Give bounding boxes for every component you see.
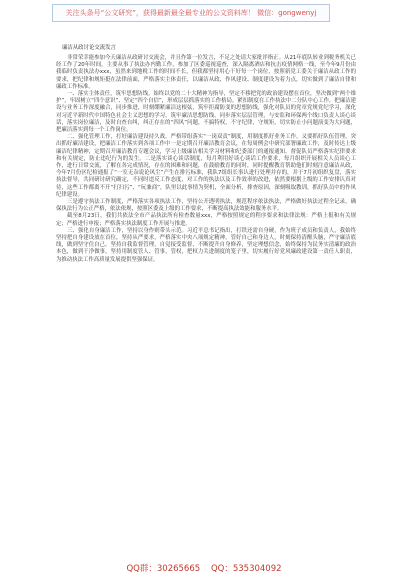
document-body [56, 44, 356, 544]
contact-footer [0, 562, 408, 574]
document-title: 廉洁从政讨论交流发言 [62, 45, 116, 51]
promo-banner-text: 关注头条号“公文研究”，获得最新最全最专业的公文资料库！ 微信：gongwenyj [65, 9, 317, 17]
promo-banner [52, 4, 330, 22]
paragraph-section-3: 三、强化自身廉洁工作，坚持以身作则带头示范。习近平总书记指出，打铁还需自身硬，作为班子成员和负责人，我始终坚持把自身建设放在首位，坚持从严要求，严格落实中央八项规定精神，管好自己和身边人，时刻保持清醒头脑，严守廉洁底线，做到坚守住自己。坚持自我监督管理，自觉接受监督，不断提升自身修养，坚定理想信念，始终保持为民务实清廉的政治本色，做到干净做事，坚持用制度管人、管事、管权，把权力关进制度的笼子里，切实履行好党风廉政建设第一责任人职责，为推动执法工作高质量发展提供坚强保证。 [56, 227, 356, 263]
qq-number: 535304092 [232, 564, 282, 574]
paragraph-intro: 非常荣幸能参加今天廉洁从政研讨交流会，并且作第一位发言，不足之处请大家批评指正。从21年底队转业到税务机关已经工作了20年时间，主要从事了执法办内勤工作，参加了区委巡视巡查，深入隔离酒店和抗击疫情网格一线，至今年9月份由我临时负责执法办xxx，虽然来到地税工作的时间不长，但我都坚持用心干好每一个岗位，按照新党工委关于廉洁从政工作的要求，把纪律和规矩挺在法律前面，严格落实主体责任，以廉洁从政、作风建设、制度建设为着力点，切实做到了廉洁自律和廉政工作标准。 [56, 55, 356, 90]
paragraph-section-2-cont: 三是遵守执法工作制度，严格落实各项执法工作，坚持公开透明执法，规范程序依法执法，严格做好执法过程全记录，确保执法行为公正严格，依法依规，按照区委及上级的工作要求，不断提高执法效能和服务水平。 [56, 199, 356, 213]
paragraph-section-1: 一、落实主体责任，筑牢思想防线。始终以党的二十大精神为指导，坚定不移把党的政治建设摆在首位，坚决做到“两个维护”，牢固树立“四个意识”、坚定“四个自信”，形成层层抓落实的工作格局。紧扣制度在工作执法中二分队中心工作，把廉洁建设与业务工作深度融合，同步推进，时刻绷紧廉洁这根弦，筑牢拒腐防变的思想防线，强化对队员的党章党规党纪学习，深化对习近平新时代中国特色社会主义思想的学习，筑牢廉洁思想防线。同步落实层层管理，与安监和环保两个线口负责人谈心谈话，落实岗位廉洁，及时自查自纠，纠正存在的“四风”问题，不搞特权，不守纪律，守规矩，切实防止小问题演变为大问题，把廉洁落实到每一个工作岗位。 [56, 91, 356, 134]
paragraph-section-2: 二、强化管理工作，打好廉洁建设持久战。严格带组落实“一岗双责”制度，用制度抓好业务工作，又要抓好队伍管理，突出抓好廉洁建设，把廉洁工作落实到各项工作中一是定期召开廉洁教育会议，在每周例会中研究部署廉政工作，及时传达上级廉洁纪律精神，定期召开廉洁教育专题会议，学习上级廉洁相关学习材料和纪委部门的通报通知，督促队员严格落实纪律要求和有关规定，防止违纪行为的发生。二是落实谈心谈话制度，每月利用好谈心谈话工作要求，每月组织开展相关人员谈心工作，进行日常交流，了解在各完成情况，存在的困难和问题，在鼓励教育的同时，同时提醒教育帮助他们时刻注意廉洁从政，今年7月份区纪检通报了“一室无杂说论风尘”产生在排污标准，我队7组组长事认进行处理并存的，并于7月初组织复盘，落实执法督导，共同研讨研究确定，不同时违反工作态度，对工作的执法以及工作效率的改进，依然要根据上级的工作安排认真对待，这些工作都离不开“打扫污”、“玩兼商”，队里以此事情为契机，全面分析，排查原因，深刻吸取教训，抓好队员中的作风纪律建设。 [56, 134, 356, 198]
paragraph-stats: 截至8月23日，我们共依法全市产品执法所有检查数量xxx，严格按照规定的程序要求和法律法规：严格上报和有关规定；严格进行申报；严格落实执法制度工作开展与推进。 [56, 213, 356, 227]
qq-group-label: QQ群： [126, 564, 157, 574]
qq-group-number: 30265665 [156, 564, 201, 574]
qq-label: QQ： [210, 564, 233, 574]
